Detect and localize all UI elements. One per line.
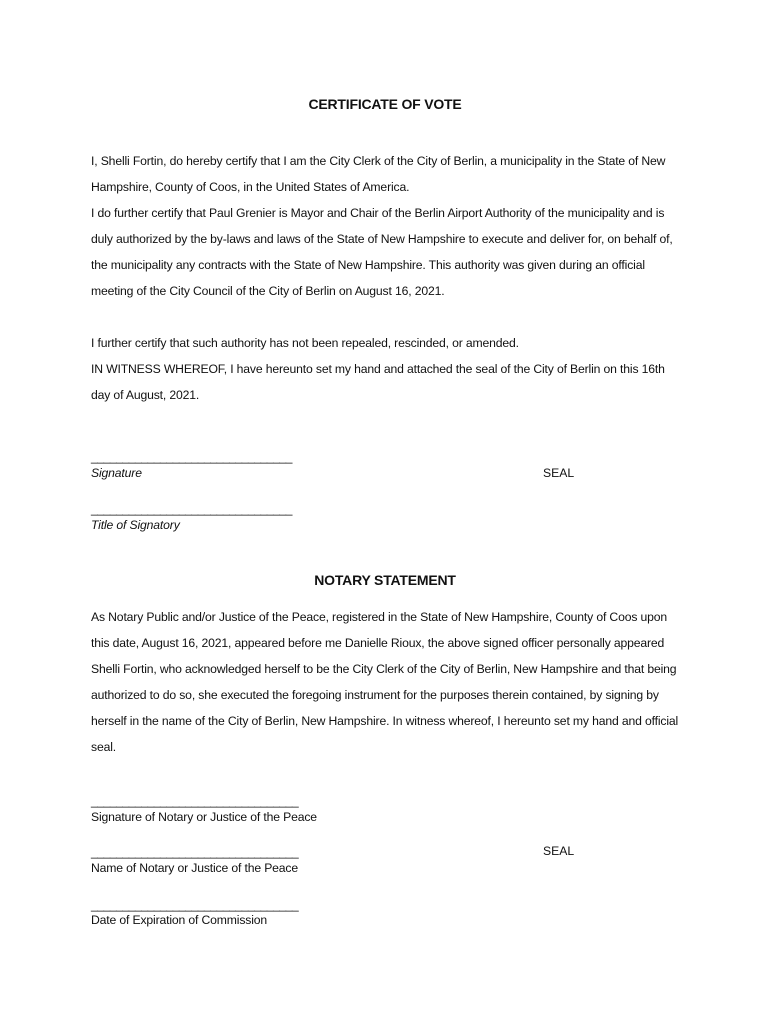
certificate-seal-label: SEAL xyxy=(543,466,575,480)
certificate-title: CERTIFICATE OF VOTE xyxy=(308,96,462,112)
commission-expiration-line: _________________________________ xyxy=(91,898,299,912)
certificate-paragraph-authority: I do further certify that Paul Grenier is Mayor and Chair of the Berlin Airport Authority of the municipality and is duly authorized by the by-laws and laws of the State of New Hampshire to execute and deliver for, on behalf of, the municipality any contracts with the State of New Hampshire. This authority was given during an official meeting of the City Council of the City of Berlin on August 16, 2021. xyxy=(91,206,673,298)
notary-signature-label: Signature of Notary or Justice of the Peace xyxy=(91,810,317,824)
certificate-paragraph-clerk: I, Shelli Fortin, do hereby certify that I am the City Clerk of the City of Berlin, a municipality in the State of New Hampshire, County of Coos, in the United States of America. xyxy=(91,154,666,194)
notary-signature-line: _________________________________ xyxy=(91,794,299,808)
signature-line: ________________________________ xyxy=(91,450,292,464)
certificate-paragraph-witness: IN WITNESS WHEREOF, I have hereunto set my hand and attached the seal of the City of Berlin on this 16th day of August, 2021. xyxy=(91,362,665,402)
notary-name-label: Name of Notary or Justice of the Peace xyxy=(91,861,299,875)
commission-expiration-label: Date of Expiration of Commission xyxy=(91,913,268,927)
signature-label: Signature xyxy=(91,466,142,480)
notary-name-line: _________________________________ xyxy=(91,845,299,859)
title-of-signatory-line: ________________________________ xyxy=(91,502,292,516)
notary-title: NOTARY STATEMENT xyxy=(314,572,456,588)
certificate-paragraph-not-repealed: I further certify that such authority has not been repealed, rescinded, or amended. xyxy=(91,336,519,350)
notary-seal-label: SEAL xyxy=(543,844,575,858)
notary-paragraph: As Notary Public and/or Justice of the Peace, registered in the State of New Hampshire, County of Coos upon this date, August 16, 2021, appeared before me Danielle Rioux, the above signed officer personally appeared Shelli Fortin, who acknowledged herself to be the City Clerk of the City of Berlin, New Hampshire and that being authorized to do so, she executed the foregoing instrument for the purposes therein contained, by signing by herself in the name of the City of Berlin, New Hampshire. In witness whereof, I hereunto set my hand and official seal. xyxy=(91,610,679,754)
title-of-signatory-label: Title of Signatory xyxy=(91,518,180,532)
